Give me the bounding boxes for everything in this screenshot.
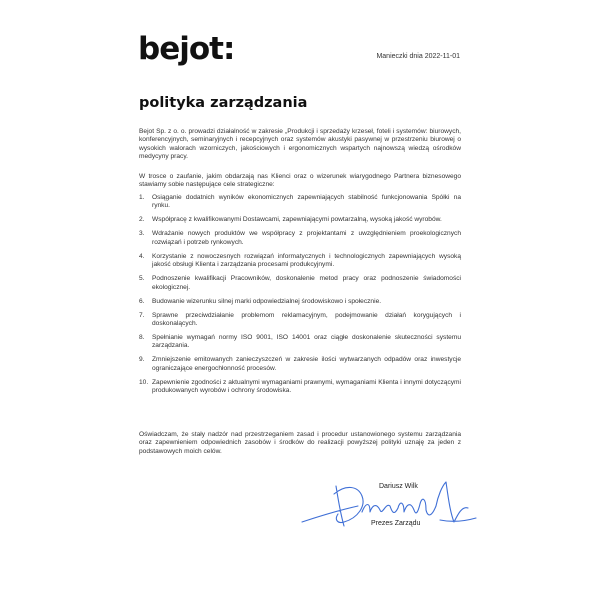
goal-text: Korzystanie z nowoczesnych rozwiązań informatycznych i technologicznych zapewniających wysoką jakość obsługi Klienta i zarządzania procesami produkcyjnymi. <box>152 252 461 269</box>
goal-item <box>139 334 461 351</box>
goal-number: 8. <box>139 334 145 342</box>
document-title: polityka zarządzania <box>139 95 308 111</box>
signatory-role: Prezes Zarządu <box>371 520 421 527</box>
intro-paragraph: Bejot Sp. z o. o. prowadzi działalność w zakresie „Produkcji i sprzedaży krzeseł, foteli i systemów: biurowych, konferencyjnych, seminaryjnych i recepcyjnych oraz systemów akustyki pasywnej w przestrzeniu biurowej o wysokich walorach wzorniczych, jakościowych i ergonomicznych wspartych najnowszą wiedzą ośrodków medycyny pracy. <box>139 128 461 161</box>
goal-text: Spełnianie wymagań normy ISO 9001, ISO 14001 oraz ciągłe doskonalenie skuteczności systemu zarządzania. <box>152 334 461 350</box>
goal-text: Osiąganie dodatnich wyników ekonomicznych zapewniających stabilność funkcjonowania Spółki na rynku. <box>152 194 461 210</box>
goal-text: Budowanie wizerunku silnej marki odpowiedzialnej środowiskowo i społecznie. <box>152 297 382 305</box>
goal-number: 4. <box>139 252 145 260</box>
goal-text: Zmniejszenie emitowanych zanieczyszczeń w zakresie ilości wytwarzanych odpadów oraz inwestycje ograniczające energochłonność procesów. <box>152 356 461 372</box>
goal-item <box>139 379 461 396</box>
goal-number: 6. <box>139 297 145 305</box>
strategic-goals-list <box>139 194 461 401</box>
goal-item <box>139 230 461 247</box>
goal-number: 10. <box>139 378 149 386</box>
goal-item <box>139 312 461 329</box>
company-logo: bejot: <box>138 31 235 67</box>
goal-number: 9. <box>139 356 145 364</box>
goal-text: Zapewnienie zgodności z aktualnymi wymaganiami prawnymi, wymaganiami Klienta i innymi dotyczącymi produkowanych wyrobów i ochrony środowiska. <box>152 378 461 395</box>
document-date: Manieczki dnia 2022-11-01 <box>376 53 460 60</box>
goal-text: Wdrażanie nowych produktów we współpracy z projektantami z uwzględnieniem proekologicznych rozwiązań i potrzeb rynkowych. <box>152 230 461 246</box>
goal-item <box>139 298 461 306</box>
goal-number: 2. <box>139 216 145 224</box>
goal-number: 3. <box>139 230 145 238</box>
goal-item <box>139 253 461 270</box>
goal-number: 5. <box>139 275 145 283</box>
goal-text: Podnoszenie kwalifikacji Pracowników, doskonalenie metod pracy oraz podnoszenie świadomości ekologicznej. <box>152 275 461 291</box>
goal-number: 1. <box>139 194 145 201</box>
goal-item <box>139 194 461 211</box>
lead-paragraph: W trosce o zaufanie, jakim obdarzają nas Klienci oraz o wizerunek wiarygodnego Partnera biznesowego stawiamy sobie następujące cele strategiczne: <box>139 173 461 189</box>
goal-item <box>139 275 461 292</box>
goal-item <box>139 356 461 373</box>
closing-paragraph: Oświadczam, że stały nadzór nad przestrzeganiem zasad i procedur ustanowionego systemu zarządzania oraz zapewnieniem odpowiednich zasobów i środków do realizacji powyższej polityki uznaję za jeden z podstawowych moich celów. <box>139 431 461 455</box>
goal-text: Współpracę z kwalifikowanymi Dostawcami, zapewniającymi powtarzalną, wysoką jakość wyrobów. <box>152 216 442 224</box>
goal-item <box>139 216 461 224</box>
signatory-name: Dariusz Wilk <box>379 483 418 490</box>
goal-number: 7. <box>139 311 145 319</box>
goal-text: Sprawne przeciwdziałanie problemom reklamacyjnym, podejmowanie działań korygujących i doskonalących. <box>152 311 461 328</box>
